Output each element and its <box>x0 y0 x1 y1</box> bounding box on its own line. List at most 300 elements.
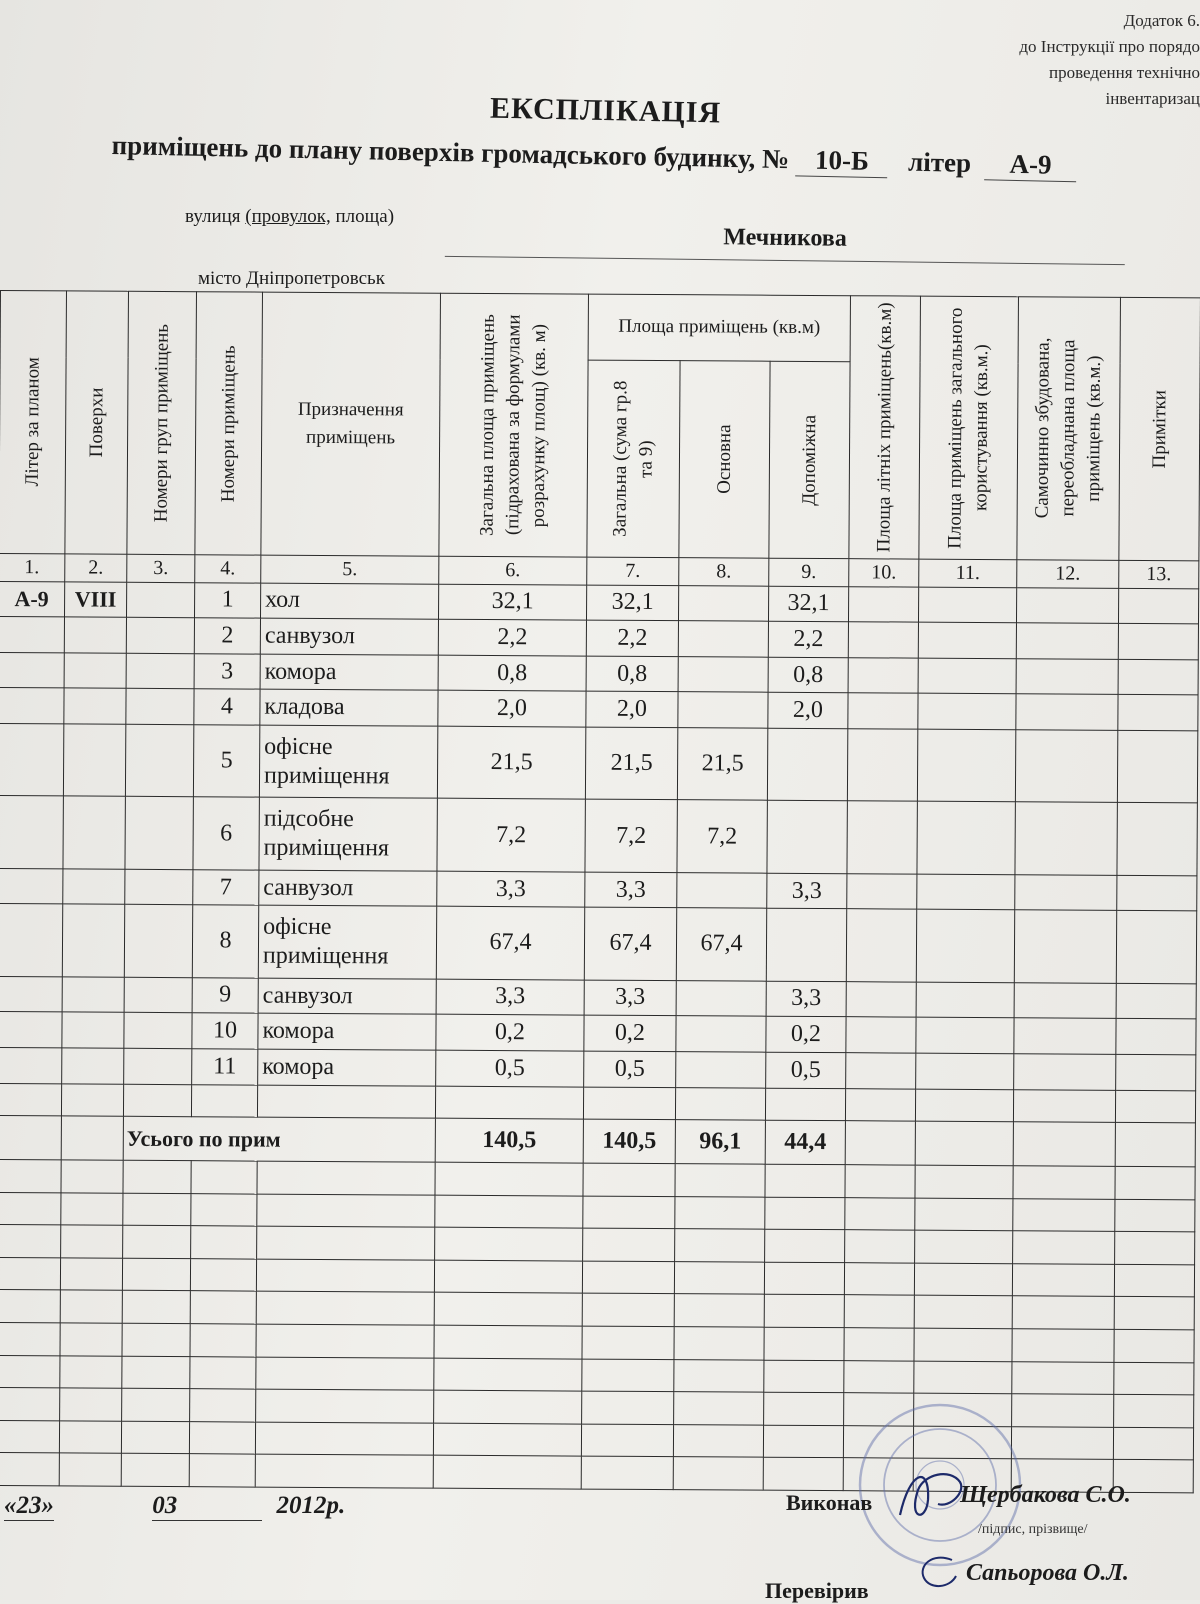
signature-hint: /підпис, прізвище/ <box>978 1522 1088 1537</box>
empty-cell <box>675 1164 765 1197</box>
cell-summer <box>848 657 918 693</box>
cell-purpose: хол <box>260 583 438 620</box>
header-room-numbers <box>195 292 263 555</box>
cell-notes <box>1118 695 1198 731</box>
cell-purpose: підсобне приміщення <box>259 797 437 870</box>
empty-cell <box>1114 1297 1194 1330</box>
totals-total: 140,5 <box>583 1119 675 1163</box>
empty-cell <box>257 1194 435 1228</box>
cell-notes <box>1117 875 1197 911</box>
appendix-note <box>950 8 1200 112</box>
empty-cell <box>60 1290 122 1323</box>
header-row <box>0 291 1200 365</box>
header-notes-text: Примітки <box>1148 389 1171 469</box>
cell-aux: 2,2 <box>768 621 848 657</box>
empty-cell <box>845 1230 915 1263</box>
street-label <box>185 206 394 228</box>
cell-group <box>127 582 195 618</box>
header-summer <box>849 296 921 559</box>
header-area-group-text: Площа приміщень (кв.м) <box>618 316 821 339</box>
cell-main: 21,5 <box>677 728 767 801</box>
header-common-text: Площа приміщень загального користування (кв.м.) <box>944 307 993 549</box>
signature-block <box>760 1460 1200 1603</box>
cell-main: 67,4 <box>676 908 766 981</box>
empty-cell <box>914 1328 1012 1361</box>
header-room-numbers-text: Номери приміщень <box>217 344 240 502</box>
empty-cell <box>915 1121 1013 1165</box>
cell-summer <box>846 1053 916 1089</box>
cell-floor <box>62 1048 124 1084</box>
cell-floor <box>64 653 126 689</box>
cell-floor <box>63 796 125 869</box>
cell-unauthorized <box>1017 587 1119 623</box>
empty-cell <box>0 1083 62 1116</box>
cell-total: 3,3 <box>585 872 677 908</box>
empty-cell <box>435 1162 583 1195</box>
empty-cell <box>1013 1122 1115 1166</box>
cell-total: 0,5 <box>584 1051 676 1087</box>
empty-cell <box>844 1328 914 1361</box>
empty-cell <box>256 1357 434 1391</box>
empty-cell <box>0 1116 61 1160</box>
cell-purpose: кладова <box>260 690 438 727</box>
empty-cell <box>763 1425 843 1458</box>
cell-main <box>678 621 768 657</box>
cell-notes <box>1116 983 1196 1019</box>
empty-cell <box>1114 1264 1194 1297</box>
cell-group <box>126 689 194 725</box>
cell-literal: А-9 <box>0 581 65 617</box>
header-total <box>587 360 680 557</box>
cell-common <box>916 909 1014 982</box>
cell-room-number: 1 <box>195 582 261 618</box>
empty-cell <box>764 1295 844 1328</box>
cell-notes <box>1117 730 1197 803</box>
column-number: 13. <box>1119 560 1199 588</box>
explication-table <box>0 290 1200 1493</box>
liter-label: літер <box>907 146 972 178</box>
empty-cell <box>765 1229 845 1262</box>
empty-cell <box>765 1088 845 1121</box>
cell-notes <box>1118 659 1198 695</box>
empty-cell <box>123 1225 191 1258</box>
column-number: 6. <box>439 556 587 584</box>
empty-cell <box>582 1391 674 1424</box>
cell-group <box>125 869 193 905</box>
empty-cell <box>255 1454 433 1488</box>
header-main-text: Основна <box>713 424 735 495</box>
empty-cell <box>191 1084 257 1117</box>
cell-room-number: 6 <box>193 797 259 870</box>
cell-aux: 0,8 <box>768 657 848 693</box>
appendix-line: Додаток 6. <box>1123 11 1200 30</box>
cell-unauthorized <box>1015 730 1117 803</box>
cell-floor <box>62 1012 124 1048</box>
empty-cell <box>1012 1329 1114 1362</box>
empty-cell <box>915 1230 1013 1263</box>
empty-cell <box>915 1198 1013 1231</box>
document-title: ЕКСПЛІКАЦІЯ <box>489 91 722 130</box>
signature-mark <box>910 1548 970 1598</box>
street-label-underlined: (провулок, <box>245 206 331 227</box>
empty-cell <box>257 1161 435 1195</box>
cell-main <box>676 1052 766 1088</box>
cell-total-calc: 67,4 <box>436 907 584 980</box>
cell-common <box>917 729 1015 802</box>
empty-cell <box>583 1087 675 1120</box>
empty-cell <box>0 1257 61 1290</box>
header-common <box>919 296 1019 560</box>
column-number: 12. <box>1017 560 1119 588</box>
cell-literal <box>0 724 64 797</box>
cell-purpose: комора <box>258 1049 436 1086</box>
column-number: 2. <box>65 554 127 582</box>
date-year: 2012р. <box>276 1492 346 1519</box>
cell-purpose: офісне приміщення <box>258 905 436 978</box>
cell-summer <box>846 909 916 982</box>
empty-cell <box>191 1226 257 1259</box>
cell-room-number: 3 <box>194 653 260 689</box>
street-value: Мечникова <box>445 221 1125 265</box>
header-total-calc-text: Загальна площа приміщень (підрахована за формулами розрахунку площ) (кв. м) <box>476 313 551 536</box>
header-unauthorized-text: Самочинно збудована, переобладнана площа приміщень (кв.м.) <box>1031 337 1105 519</box>
cell-summer <box>847 801 917 874</box>
cell-unauthorized <box>1015 874 1117 910</box>
cell-summer <box>847 873 917 909</box>
header-floors <box>65 291 129 554</box>
cell-main: 7,2 <box>677 800 767 873</box>
cell-total-calc: 2,2 <box>438 619 586 656</box>
empty-cell <box>191 1161 257 1194</box>
cell-main <box>676 980 766 1016</box>
empty-cell <box>190 1324 256 1357</box>
empty-cell <box>674 1392 764 1425</box>
cell-literal <box>0 617 65 653</box>
cell-aux: 0,2 <box>766 1016 846 1052</box>
empty-cell <box>674 1327 764 1360</box>
empty-cell <box>1013 1089 1115 1122</box>
empty-cell <box>582 1261 674 1294</box>
cell-floor: VIII <box>65 581 127 617</box>
empty-cell <box>764 1392 844 1425</box>
table-row <box>0 904 1197 984</box>
empty-cell <box>61 1192 123 1225</box>
empty-cell <box>765 1164 845 1197</box>
cell-room-number: 7 <box>193 869 259 905</box>
empty-cell <box>675 1229 765 1262</box>
cell-purpose: комора <box>260 654 438 691</box>
cell-group <box>126 617 194 653</box>
cell-summer <box>847 729 917 802</box>
appendix-line: до Інструкції про порядо <box>1019 37 1200 56</box>
cell-unauthorized <box>1014 982 1116 1018</box>
cell-group <box>124 977 192 1013</box>
empty-cell <box>434 1293 582 1326</box>
cell-aux <box>767 728 847 801</box>
cell-summer <box>846 981 916 1017</box>
column-number: 11. <box>919 559 1017 587</box>
empty-cell <box>675 1196 765 1229</box>
cell-group <box>125 724 193 797</box>
cell-total: 0,8 <box>586 656 678 692</box>
empty-cell <box>122 1291 190 1324</box>
empty-cell <box>434 1358 582 1391</box>
header-purpose-text: Призначення приміщень <box>297 398 404 449</box>
cell-common <box>918 622 1016 658</box>
cell-floor <box>62 977 124 1013</box>
empty-cell <box>844 1360 914 1393</box>
empty-cell <box>845 1197 915 1230</box>
empty-cell <box>764 1262 844 1295</box>
cell-total: 7,2 <box>585 799 677 872</box>
cell-notes <box>1116 911 1196 984</box>
cell-group <box>124 1013 192 1049</box>
cell-main <box>676 1016 766 1052</box>
empty-cell <box>673 1424 763 1457</box>
empty-cell <box>0 1388 60 1421</box>
cell-literal <box>0 976 62 1012</box>
cell-unauthorized <box>1015 802 1117 875</box>
cell-unauthorized <box>1014 1018 1116 1054</box>
empty-cell <box>1114 1362 1194 1395</box>
empty-cell <box>914 1361 1012 1394</box>
empty-cell <box>256 1259 434 1293</box>
empty-cell <box>60 1388 122 1421</box>
empty-cell <box>433 1423 581 1456</box>
empty-cell <box>191 1193 257 1226</box>
document-subtitle <box>111 130 1200 185</box>
empty-cell <box>844 1262 914 1295</box>
column-number: 8. <box>679 558 769 586</box>
column-number: 7. <box>587 557 679 585</box>
cell-summer <box>846 1017 916 1053</box>
date-day: «23» <box>4 1492 54 1519</box>
empty-cell <box>60 1355 122 1388</box>
empty-cell <box>60 1258 122 1291</box>
city-label: місто Дніпропетровськ <box>198 268 385 289</box>
cell-room-number: 11 <box>192 1049 258 1085</box>
cell-floor <box>63 724 125 797</box>
empty-cell <box>61 1160 123 1193</box>
empty-cell <box>123 1193 191 1226</box>
cell-notes <box>1118 623 1198 659</box>
cell-room-number: 2 <box>194 618 260 654</box>
empty-cell <box>1013 1231 1115 1264</box>
cell-floor <box>63 869 125 905</box>
cell-aux: 0,5 <box>766 1052 846 1088</box>
header-area-group <box>588 294 850 362</box>
empty-cell <box>764 1327 844 1360</box>
empty-cell <box>257 1085 435 1119</box>
cell-aux <box>767 801 847 874</box>
empty-cell <box>0 1322 60 1355</box>
empty-cell <box>433 1455 581 1489</box>
cell-unauthorized <box>1014 910 1116 983</box>
column-number: 4. <box>195 555 261 583</box>
cell-group <box>124 905 192 978</box>
totals-label: Усього по прим <box>123 1116 435 1162</box>
cell-total: 3,3 <box>584 980 676 1016</box>
cell-main <box>678 585 768 621</box>
empty-cell <box>121 1421 189 1454</box>
header-main <box>679 361 770 558</box>
cell-room-number: 8 <box>192 905 258 978</box>
empty-cell <box>582 1293 674 1326</box>
empty-cell <box>1011 1426 1113 1459</box>
cell-literal <box>0 1012 62 1048</box>
cell-common <box>918 694 1016 730</box>
cell-purpose: санвузол <box>260 618 438 655</box>
empty-cell <box>256 1389 434 1423</box>
street-label-suffix: площа) <box>330 206 395 227</box>
cell-purpose: санвузол <box>259 870 437 907</box>
cell-notes <box>1117 803 1197 876</box>
appendix-line: проведення технічно <box>1048 63 1200 82</box>
totals-aux: 44,4 <box>765 1120 845 1164</box>
column-number: 10. <box>849 559 919 587</box>
empty-cell <box>60 1323 122 1356</box>
cell-notes <box>1116 1054 1196 1090</box>
empty-cell <box>0 1159 61 1192</box>
cell-common <box>919 587 1017 623</box>
empty-cell <box>845 1088 915 1121</box>
empty-cell <box>434 1260 582 1293</box>
empty-cell <box>435 1086 583 1119</box>
header-group-numbers <box>127 291 197 554</box>
empty-cell <box>0 1355 60 1388</box>
cell-total: 2,0 <box>586 692 678 728</box>
empty-cell <box>257 1226 435 1260</box>
empty-cell <box>1013 1198 1115 1231</box>
cell-purpose: комора <box>258 1013 436 1050</box>
empty-cell <box>915 1089 1013 1122</box>
empty-cell <box>764 1360 844 1393</box>
header-total-text: Загальна (сума гр.8 та 9) <box>609 380 657 538</box>
empty-cell <box>1114 1394 1194 1427</box>
cell-notes <box>1118 588 1198 624</box>
header-aux-text: Допоміжна <box>798 414 820 506</box>
cell-unauthorized <box>1016 658 1118 694</box>
cell-room-number: 5 <box>193 725 259 798</box>
cell-group <box>124 1048 192 1084</box>
street-label-prefix: вулиця <box>185 206 246 227</box>
empty-cell <box>582 1326 674 1359</box>
empty-cell <box>1115 1122 1195 1166</box>
empty-cell <box>673 1457 763 1490</box>
cell-common <box>917 874 1015 910</box>
totals-total-calc: 140,5 <box>435 1118 583 1163</box>
cell-aux: 3,3 <box>767 873 847 909</box>
header-summer-text: Площа літніх приміщень(кв.м) <box>873 302 896 553</box>
cell-literal <box>0 904 63 977</box>
empty-cell <box>765 1197 845 1230</box>
empty-cell <box>0 1420 60 1453</box>
empty-cell <box>61 1116 123 1160</box>
empty-cell <box>581 1424 673 1457</box>
empty-cell <box>844 1295 914 1328</box>
cell-common <box>916 1053 1014 1089</box>
cell-total-calc: 7,2 <box>437 799 585 872</box>
empty-cell <box>189 1454 255 1487</box>
empty-cell <box>582 1359 674 1392</box>
empty-cell <box>59 1421 121 1454</box>
empty-cell <box>189 1421 255 1454</box>
empty-cell <box>675 1087 765 1120</box>
empty-cell <box>0 1192 61 1225</box>
cell-total-calc: 3,3 <box>436 979 584 1016</box>
table-body <box>0 581 1199 1493</box>
empty-cell <box>0 1290 60 1323</box>
empty-cell <box>914 1263 1012 1296</box>
executed-label: Виконав <box>786 1490 873 1515</box>
empty-cell <box>1113 1427 1193 1460</box>
building-number: 10-Б <box>796 144 889 178</box>
date-month: 03 <box>152 1492 262 1521</box>
cell-total: 67,4 <box>584 907 676 980</box>
empty-cell <box>845 1165 915 1198</box>
empty-cell <box>122 1258 190 1291</box>
cell-literal <box>0 868 63 904</box>
cell-total-calc: 3,3 <box>437 871 585 908</box>
empty-cell <box>1012 1361 1114 1394</box>
document-date <box>4 1492 345 1521</box>
empty-cell <box>190 1291 256 1324</box>
header-aux <box>769 361 850 558</box>
cell-purpose: санвузол <box>258 978 436 1015</box>
cell-summer <box>848 693 918 729</box>
cell-floor <box>62 904 124 977</box>
empty-cell <box>123 1084 191 1117</box>
empty-cell <box>122 1323 190 1356</box>
empty-cell <box>1115 1166 1195 1199</box>
cell-total-calc: 0,5 <box>436 1050 584 1087</box>
empty-cell <box>59 1453 121 1486</box>
empty-cell <box>583 1163 675 1196</box>
totals-main: 96,1 <box>675 1120 765 1164</box>
cell-room-number: 4 <box>194 689 260 725</box>
empty-cell <box>581 1456 673 1489</box>
cell-notes <box>1116 1019 1196 1055</box>
table-row <box>0 724 1198 804</box>
cell-purpose: офісне приміщення <box>259 725 437 798</box>
cell-total-calc: 0,8 <box>438 655 586 692</box>
empty-cell <box>190 1356 256 1389</box>
cell-common <box>916 982 1014 1018</box>
empty-cell <box>121 1454 189 1487</box>
checked-label: Перевірив <box>765 1578 869 1603</box>
cell-main <box>678 656 768 692</box>
header-group-numbers-text: Номери груп приміщень <box>150 323 173 523</box>
empty-cell <box>1115 1231 1195 1264</box>
header-literal <box>0 291 66 554</box>
cell-total: 2,2 <box>586 620 678 656</box>
cell-unauthorized <box>1016 623 1118 659</box>
cell-floor <box>64 688 126 724</box>
empty-cell <box>190 1258 256 1291</box>
cell-group <box>125 797 193 870</box>
cell-aux: 32,1 <box>768 586 848 622</box>
empty-cell <box>583 1196 675 1229</box>
header-notes <box>1119 297 1200 560</box>
cell-unauthorized <box>1014 1054 1116 1090</box>
cell-literal <box>0 652 64 688</box>
header-unauthorized <box>1017 297 1121 561</box>
cell-room-number: 9 <box>192 977 258 1013</box>
empty-cell <box>61 1083 123 1116</box>
empty-cell <box>1115 1090 1195 1123</box>
cell-main <box>677 872 767 908</box>
empty-cell <box>255 1422 433 1456</box>
